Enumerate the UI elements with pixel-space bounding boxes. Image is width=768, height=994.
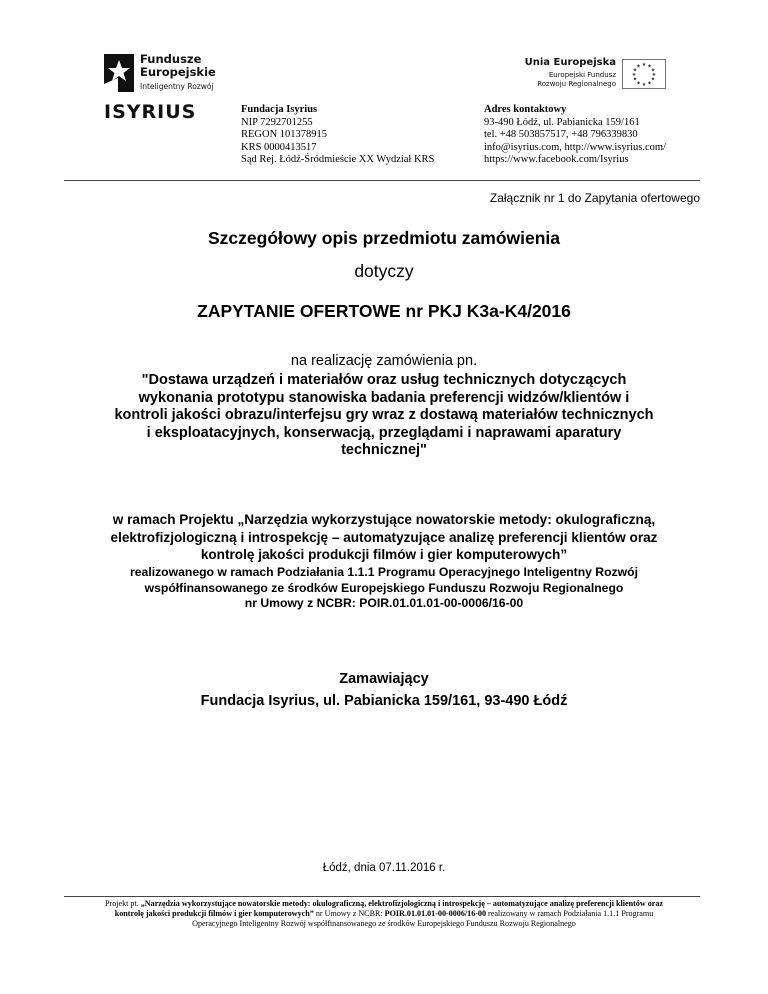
contact-address: 93-490 Łódź, ul. Pabianicka 159/161 bbox=[484, 116, 640, 128]
footer-l1-b: „Narzędzia wykorzystujące nowatorskie metody: okulograficzną, elektrofizjologiczną i introspekcję – automatyzujące analizę preferencji klientów oraz bbox=[140, 899, 663, 908]
order-name-line: "Dostawa urządzeń i materiałów oraz usług technicznych dotyczących bbox=[141, 372, 627, 388]
org-court: Sąd Rej. Łódź-Śródmieście XX Wydział KRS bbox=[241, 154, 435, 166]
footer-line-1 bbox=[0, 899, 768, 909]
contact-details bbox=[484, 104, 666, 167]
footer-divider bbox=[64, 896, 700, 897]
funding-line: nr Umowy z NCBR: POIR.01.01.01-00-0006/16-00 bbox=[244, 596, 524, 610]
order-name-line: technicznej" bbox=[341, 442, 427, 458]
org-details bbox=[241, 104, 434, 167]
funding-line: realizowanego w ramach Podziałania 1.1.1 Programu Operacyjnego Inteligentny Rozwój bbox=[130, 565, 638, 579]
fe-logo-line2: Europejskie bbox=[140, 65, 216, 79]
svg-text:★: ★ bbox=[631, 72, 637, 78]
inquiry-number: ZAPYTANIE OFERTOWE nr PKJ K3a-K4/2016 bbox=[197, 301, 571, 321]
svg-text:★: ★ bbox=[647, 80, 652, 87]
org-name: Fundacja Isyrius bbox=[241, 104, 318, 115]
svg-text:★: ★ bbox=[641, 82, 647, 88]
eu-flag-icon bbox=[622, 59, 666, 89]
document-date: Łódź, dnia 07.11.2016 r. bbox=[322, 862, 446, 874]
svg-text:★: ★ bbox=[650, 67, 656, 74]
footer-line-3: Operacyjnego Inteligentny Rozwój współfinansowanego ze środków Europejskiego Funduszu Rozwoju Regionalnego bbox=[192, 919, 576, 929]
contact-heading: Adres kontaktowy bbox=[484, 104, 567, 115]
fe-logo-sub: Inteligentny Rozwój bbox=[140, 82, 214, 91]
for-label: na realizację zamówienia pn. bbox=[290, 353, 478, 369]
svg-text:★: ★ bbox=[651, 72, 657, 78]
eu-logo-title: Unia Europejska bbox=[524, 57, 616, 68]
header-divider bbox=[64, 180, 700, 181]
project-description bbox=[0, 511, 768, 564]
contact-web: info@isyrius.com, http://www.isyrius.com/ bbox=[484, 141, 666, 153]
funding-description bbox=[0, 565, 768, 612]
order-name-line: i eksploatacyjnych, konserwacją, przeglądami i naprawami aparatury bbox=[146, 424, 622, 441]
footer-l1-a: Projekt pt. bbox=[105, 899, 141, 908]
svg-text:★: ★ bbox=[636, 63, 641, 70]
fundusze-europejskie-logo bbox=[104, 52, 224, 94]
funding-line: współfinansowanego ze środków Europejskiego Funduszu Rozwoju Regionalnego bbox=[144, 580, 624, 595]
isyrius-logo: ISYRIUS bbox=[104, 101, 197, 123]
annex-label: Załącznik nr 1 do Zapytania ofertowego bbox=[489, 191, 700, 205]
footer-line-2 bbox=[0, 909, 768, 919]
order-name-line: wykonania prototypu stanowiska badania preferencji widzów/klientów i bbox=[138, 389, 630, 406]
footer-l2-b: nr Umowy z NCBR: bbox=[313, 909, 385, 919]
footer bbox=[0, 899, 768, 930]
org-regon: REGON 101378915 bbox=[241, 129, 328, 141]
project-line: elektrofizjologiczną i introspekcję – automatyzujące analizę preferencji klientów oraz bbox=[110, 529, 658, 545]
ordering-party bbox=[0, 668, 768, 712]
order-name-line: kontroli jakości obrazu/interfejsu gry wraz z dostawą materiałów technicznych bbox=[114, 407, 654, 423]
svg-text:★: ★ bbox=[632, 67, 638, 74]
footer-l2-c: POIR.01.01.01-00-0006/16-00 bbox=[384, 909, 487, 919]
ordering-party-label: Zamawiający bbox=[339, 671, 429, 687]
svg-text:★: ★ bbox=[647, 63, 652, 70]
org-krs: KRS 0000413517 bbox=[241, 141, 317, 153]
contact-phone: tel. +48 503857517, +48 796339830 bbox=[484, 129, 638, 141]
contact-facebook: https://www.facebook.com/Isyrius bbox=[484, 154, 629, 166]
order-name bbox=[0, 372, 768, 460]
eu-logo-sub1: Europejski Fundusz bbox=[548, 71, 616, 79]
ordering-party-value: Fundacja Isyrius, ul. Pabianicka 159/161, 93-490 Łódź bbox=[200, 693, 568, 709]
fe-logo-line1: Fundusze bbox=[140, 52, 202, 66]
svg-text:★: ★ bbox=[650, 76, 656, 83]
svg-text:★: ★ bbox=[636, 80, 641, 87]
footer-l2-d: realizowany w ramach Podziałania 1.1.1 Programu bbox=[486, 909, 654, 919]
eu-logo-sub2: Rozwoju Regionalnego bbox=[537, 80, 616, 88]
footer-l2-a: kontrolę jakości produkcji filmów i gier komputerowych” bbox=[114, 909, 314, 919]
org-nip: NIP 7292701255 bbox=[241, 116, 313, 128]
svg-text:★: ★ bbox=[632, 76, 638, 83]
eu-logo bbox=[500, 57, 666, 93]
svg-text:★: ★ bbox=[641, 62, 647, 68]
project-line: w ramach Projektu „Narzędzia wykorzystujące nowatorskie metody: okulograficzną, bbox=[112, 512, 656, 527]
document-title: Szczegółowy opis przedmiotu zamówienia bbox=[208, 228, 560, 248]
project-line: kontrolę jakości produkcji filmów i gier komputerowych” bbox=[200, 547, 568, 562]
fe-star-icon bbox=[104, 54, 134, 92]
concerns-label: dotyczy bbox=[354, 261, 414, 281]
